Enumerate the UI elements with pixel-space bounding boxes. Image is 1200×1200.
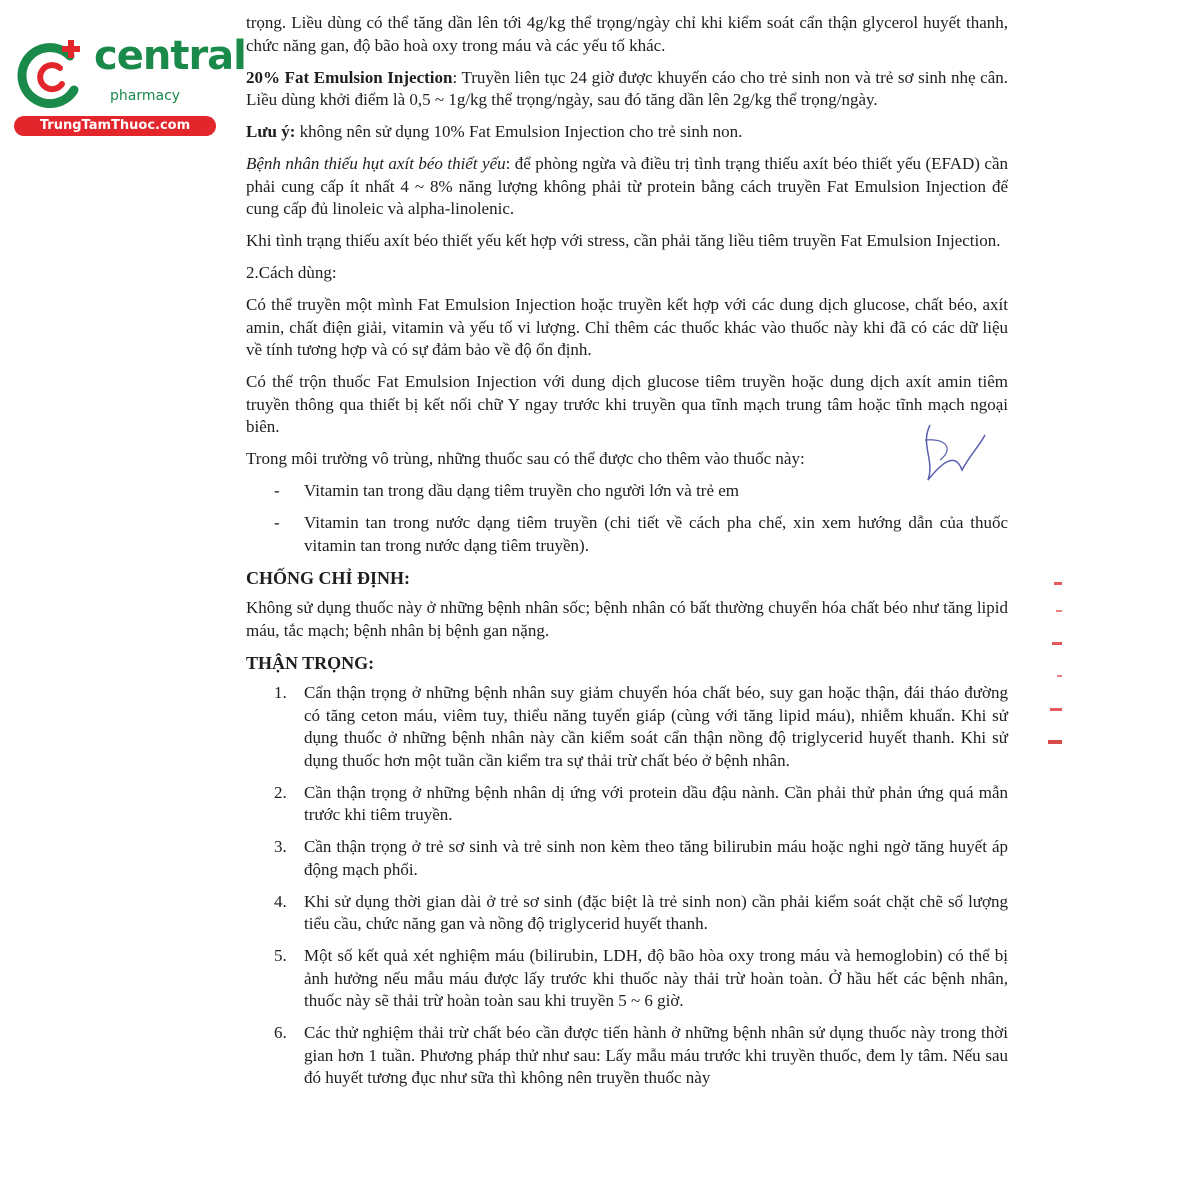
numbered-item	[246, 782, 1008, 827]
paragraph-note	[246, 121, 1008, 144]
efad-text: : để phòng ngừa và điều trị tình trạng thiếu axít béo thiết yếu (EFAD) cần phải cung cấp ít nhất 4 ~ 8% năng lượng không phải từ protein bằng cách truyền Fat Emulsion Injection để cung cấp đủ linoleic và alpha-linolenic.	[246, 154, 1008, 218]
list-item-text: Vitamin tan trong dầu dạng tiêm truyền cho người lớn và trẻ em	[304, 481, 740, 500]
paragraph-dosage-cont: trọng. Liều dùng có thể tăng dần lên tới 4g/kg thể trọng/ngày chỉ khi kiểm soát cẩn thận glycerol huyết thanh, chức năng gan, độ bão hoà oxy trong máu và các yếu tố khác.	[246, 13, 1008, 55]
note-text: không nên sử dụng 10% Fat Emulsion Injection cho trẻ sinh non.	[295, 122, 743, 141]
document-page	[246, 12, 1008, 1099]
paragraph-contraindications: Không sử dụng thuốc này ở những bệnh nhân sốc; bệnh nhân có bất thường chuyển hóa chất béo như tăng lipid máu, tắc mạch; bệnh nhân bị bệnh gan nặng.	[246, 598, 1008, 640]
numbered-item	[246, 891, 1008, 936]
item-text: Một số kết quả xét nghiệm máu (bilirubin, LDH, độ bão hòa oxy trong máu và hemoglobin) có thể bị ảnh hưởng nếu mẫu máu được lấy trước khi thuốc này thải trừ hoàn toàn. Ở hầu hết các bệnh nhân, thuốc này sẽ thải trừ hoàn toàn sau khi truyền 5 ~ 6 giờ.	[304, 946, 1008, 1010]
item-number: 2.	[274, 782, 287, 802]
efad-heading: Bệnh nhân thiếu hụt axít béo thiết yếu	[246, 154, 506, 173]
paragraph-20-percent-text: : Truyền liên tục 24 giờ được khuyến cáo cho trẻ sinh non và trẻ sơ sinh nhẹ cân. Liều dùng khởi điểm là 0,5 ~ 1g/kg thể trọng/ngày, sau đó tăng dần lên 2g/kg thể trọng/ngày.	[246, 67, 1008, 109]
item-text: Cần thận trọng ở trẻ sơ sinh và trẻ sinh non kèm theo tăng bilirubin máu hoặc nghi ngờ tăng huyết áp động mạch phổi.	[304, 837, 1008, 879]
numbered-item	[246, 682, 1008, 772]
item-number: 4.	[274, 891, 287, 911]
item-number: 5.	[274, 946, 287, 965]
logo-site-url: TrungTamThuoc.com	[14, 116, 216, 136]
paragraph-20-percent	[246, 67, 1008, 112]
numbered-item	[246, 945, 1008, 1013]
emphasis-20-percent: 20% Fat Emulsion Injection	[246, 67, 453, 87]
item-number: 3.	[274, 837, 287, 856]
numbered-item	[246, 836, 1008, 881]
list-bullet: -	[274, 513, 280, 532]
stamp-edge-marks	[1046, 580, 1066, 750]
item-text: Khi sử dụng thời gian dài ở trẻ sơ sinh (đặc biệt là trẻ sinh non) cần phải kiểm soát chặt chẽ số lượng tiểu cầu, chức năng gan và nồng độ triglycerid huyết thanh.	[304, 891, 1008, 933]
list-item	[246, 480, 1008, 503]
heading-contraindications: CHỐNG CHỈ ĐỊNH:	[246, 567, 411, 588]
paragraph-usage-1: Có thể truyền một mình Fat Emulsion Injection hoặc truyền kết hợp với các dung dịch glucose, chất béo, axít amin, chất điện giải, vitamin và yếu tố vi lượng. Chỉ thêm các thuốc khác vào thuốc này khi đã có các dữ liệu về tính tương hợp và có sự đảm bảo về độ ổn định.	[246, 295, 1008, 359]
paragraph-efad	[246, 153, 1008, 221]
list-item	[246, 512, 1008, 557]
paragraph-usage-2: Có thể trộn thuốc Fat Emulsion Injection với dung dịch glucose tiêm truyền hoặc dung dịch axít amin tiêm truyền thông qua thiết bị kết nối chữ Y ngay trước khi truyền qua tĩnh mạch trung tâm hoặc tĩnh mạch ngoại biên.	[246, 372, 1008, 436]
list-bullet: -	[274, 481, 280, 500]
list-item-text: Vitamin tan trong nước dạng tiêm truyền (chi tiết về cách pha chế, xin xem hướng dẫn của thuốc vitamin tan trong nước dạng tiêm truyền).	[304, 513, 1008, 555]
heading-precautions: THẬN TRỌNG:	[246, 652, 375, 673]
item-text: Cần thận trọng ở những bệnh nhân dị ứng với protein dầu đậu nành. Cần phải thử phản ứng quá mẫn trước khi tiêm truyền.	[304, 782, 1008, 824]
note-label: Lưu ý:	[246, 122, 296, 141]
central-pharmacy-logo-icon	[14, 38, 90, 114]
logo-subtitle: pharmacy	[110, 88, 181, 104]
section-usage-title: 2.Cách dùng:	[246, 263, 337, 282]
item-text: Các thử nghiệm thải trừ chất béo cần được tiến hành ở những bệnh nhân sử dụng thuốc này trong thời gian hơn 1 tuần. Phương pháp thử như sau: Lấy mẫu máu trước khi truyền thuốc, đem ly tâm. Nếu sau đó huyết tương đục như sữa thì không nên truyền thuốc này	[304, 1023, 1008, 1087]
item-number: 1.	[274, 683, 287, 702]
paragraph-usage-3: Trong môi trường vô trùng, những thuốc sau có thể được cho thêm vào thuốc này:	[246, 449, 805, 468]
logo-brand-name: central	[94, 33, 246, 79]
paragraph-stress: Khi tình trạng thiếu axít béo thiết yếu kết hợp với stress, cần phải tăng liều tiêm truyền Fat Emulsion Injection.	[246, 231, 1001, 250]
numbered-item	[246, 1022, 1008, 1090]
pharmacy-logo[interactable]	[8, 32, 246, 142]
item-number: 6.	[274, 1023, 287, 1042]
signature-scribble	[900, 420, 990, 490]
item-text: Cẩn thận trọng ở những bệnh nhân suy giảm chuyển hóa chất béo, suy gan hoặc thận, đái tháo đường có tăng ceton máu, viêm tuy, thiểu năng tuyến giáp (cùng với tăng lipid máu), nhiễm khuẩn. Khi sử dụng thuốc ở những bệnh nhân này cần kiểm soát cẩn thận nồng độ triglycerid huyết thanh. Khi sử dụng thuốc hơn một tuần cần kiểm tra sự thải trừ chất béo ở bệnh nhân.	[304, 683, 1008, 770]
